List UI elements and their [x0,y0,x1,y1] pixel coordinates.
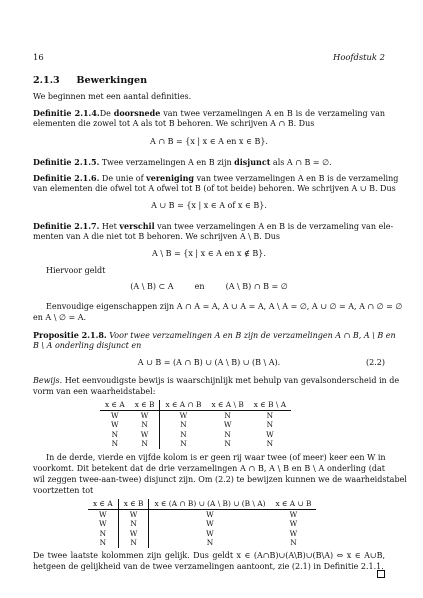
table-header: x ∈ (A ∩ B) ∪ (A \ B) ∪ (B \ A) [149,499,271,509]
paragraph-2-line-2: voorkomt. Dit betekent dat de drie verzamelingen A ∩ B, A \ B en B \ A onderling (dat [33,464,385,473]
definition-2-1-6-line-2: van elementen die ofwel tot A ofwel tot B (of tot beide) behoren. We schrijven A ∪ B. Dus [33,184,396,193]
section-number: 2.1.3 [33,75,60,86]
table-cell: W [149,509,271,519]
table-cell: N [141,439,148,449]
table-cell: N [290,538,297,548]
table-cell: W [289,528,298,538]
formula-intersection: A ∩ B = {x | x ∈ A en x ∈ B}. [150,137,268,146]
definition-2-1-4-line-1: Definitie 2.1.4.De doorsnede van twee verzamelingen A en B is de verzameling van [33,108,385,118]
table-cell: N [224,410,231,420]
table-row [88,519,316,529]
table-header: x ∈ B [118,499,149,509]
definition-2-1-6-line-1: Definitie 2.1.6. De unie of vereniging van twee verzamelingen A en B is de verzameling [33,173,399,183]
table-cell: W [99,509,107,519]
table-cell: N [141,420,148,430]
defined-term: disjunct [234,157,271,167]
table-row [100,430,291,440]
intro-paragraph: We beginnen met een aantal definities. [33,92,192,101]
table-cell: N [266,439,274,449]
final-line-1: De twee laatste kolommen zijn gelijk. Dus geldt x ∈ (A∩B)∪(A\B)∪(B\A) ⇔ x ∈ A∪B, [33,551,385,560]
section-title: Bewerkingen [76,75,148,86]
defined-term: verschil [119,221,155,231]
paragraph-2-line-3: wil zeggen twee-aan-twee) disjunct zijn. Om (2.2) te bewijzen kunnen we de waarheidstabel [33,475,407,484]
running-header-chapter: Hoofdstuk 2 [333,52,385,62]
definition-label: Definitie 2.1.7. [33,221,100,231]
proposition-2-1-8-line-1: Propositie 2.1.8. Voor twee verzamelingen A en B zijn de verzamelingen A ∩ B, A \ B en [33,330,396,340]
table-row [88,529,316,539]
definition-label: Definitie 2.1.6. [33,173,100,183]
table-cell: W [111,410,119,420]
table-cell: W [149,519,271,529]
table-header: x ∈ A ∩ B [160,400,207,410]
paragraph-2-line-1: In de derde, vierde en vijfde kolom is er geen rij waar twee (of meer) keer een W in [46,453,386,462]
table-cell: N [118,519,149,529]
table-header: x ∈ A [100,400,130,410]
formula-union: A ∪ B = {x | x ∈ A of x ∈ B}. [151,201,267,210]
table-cell: W [111,420,119,430]
table-header: x ∈ A ∪ B [270,499,316,509]
table-header-row [100,400,291,410]
section-heading [33,75,147,86]
paragraph-2-line-4: voortzetten tot [33,486,94,495]
formula-difference: A \ B = {x | x ∈ A en x ∉ B}. [152,249,266,258]
table-header: x ∈ A [88,499,118,509]
table-cell: W [118,509,149,519]
truth-table-disjoint [100,400,291,449]
table-cell: N [266,410,274,420]
defined-term: vereniging [146,173,195,183]
final-line-2: hetgeen de gelijkheid van de twee verzamelingen aantoont, zie (2.1) in Definitie 2.1.1. [33,562,384,571]
table-cell: W [289,519,298,529]
proof-line-2: vorm van een waarheidstabel: [33,387,156,396]
defined-term: doorsnede [113,108,161,118]
table-cell: W [99,519,107,529]
definition-2-1-4-line-2: elementen die zowel tot A als tot B behoren. We schrijven A ∩ B. Dus [33,119,315,128]
formula-union-decomposition: A ∪ B = (A ∩ B) ∪ (A \ B) ∪ (B \ A). [137,358,281,367]
definition-2-1-7-line-1: Definitie 2.1.7. Het verschil van twee verzamelingen A en B is de verzameling van ele- [33,221,394,231]
table-cell: N [118,538,149,548]
table-cell: N [160,430,207,440]
hiervoor-geldt: Hiervoor geldt [46,266,106,275]
table-cell: W [223,420,232,430]
definition-label: Definitie 2.1.4. [33,108,100,118]
truth-table-union [88,499,316,548]
table-row [100,420,291,430]
table-cell: W [289,509,298,519]
table-header-row [88,499,316,509]
table-cell: W [149,529,271,539]
proof-line-1: Bewijs. Het eenvoudigste bewijs is waarschijnlijk met behulp van gevalsonderscheid in de [33,376,400,385]
definition-label: Definitie 2.1.5. [33,157,100,167]
table-row [100,439,291,449]
table-header: x ∈ A \ B [206,400,248,410]
table-cell: N [111,429,119,439]
properties-line-2: en A \ ∅ = A. [33,313,87,322]
table-row [100,410,291,420]
table-row [88,509,316,519]
table-cell: N [224,439,231,449]
definition-2-1-5: Definitie 2.1.5. Twee verzamelingen A en B zijn disjunct als A ∩ B = ∅. [33,157,332,167]
table-cell: W [140,429,149,439]
properties-line-1: Eenvoudige eigenschappen zijn A ∩ A = A, A ∪ A = A, A \ A = ∅, A ∪ ∅ = A, A ∩ ∅ = ∅ [46,302,403,311]
table-cell: W [140,410,149,420]
table-cell: N [160,420,207,430]
equation-number: (2.2) [366,358,385,367]
table-cell: N [266,420,274,430]
table-cell: W [266,429,274,439]
table-header: x ∈ B \ A [249,400,291,410]
table-cell: W [118,529,149,539]
table-header: x ∈ B [130,400,160,410]
proposition-label: Propositie 2.1.8. [33,330,107,340]
table-cell: N [160,439,207,449]
table-cell: N [224,429,231,439]
definition-2-1-7-line-2: menten van A die niet tot B behoren. We schrijven A \ B. Dus [33,232,281,241]
table-cell: N [111,439,119,449]
proof-label: Bewijs. [33,376,63,385]
table-cell: N [149,538,271,548]
table-cell: N [99,528,107,538]
table-cell: W [160,410,207,420]
qed-symbol [377,563,385,582]
table-row [88,538,316,548]
formula-relations: (A \ B) ⊂ A en (A \ B) ∩ B = ∅ [130,282,288,291]
proposition-2-1-8-line-2: B \ A onderling disjunct en [33,341,142,350]
table-cell: N [99,538,107,548]
page-number: 16 [33,52,44,62]
